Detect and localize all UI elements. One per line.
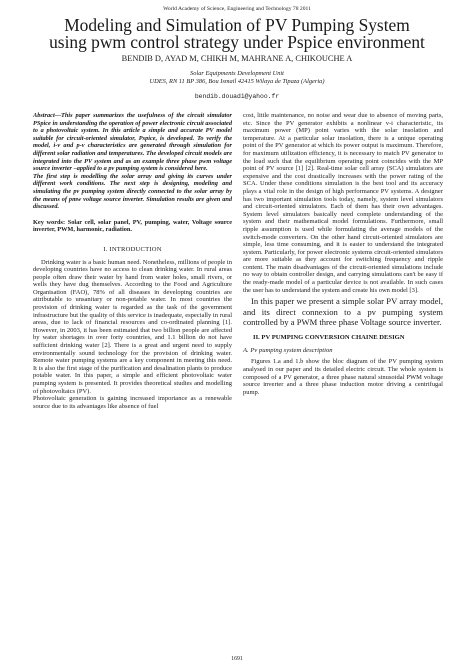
right-paragraph-3: Figures 1.a and 1.b show the bloc diagram of the PV pumping system analysed in our paper and its detailed electric circuit. The whole system is composed of a PV generator, a three phase natural sinusoidal PWM voltage source inverter and a three phase induction motor driving a centrifugal pump. (243, 358, 443, 396)
abstract-paragraph-1 (33, 112, 232, 173)
subsection-heading-a: A. Pv pumping system description (243, 346, 333, 354)
abstract-label: Abstract (33, 112, 55, 119)
author-list: BENDIB D, AYAD M, CHIKH M, MAHRANE A, CHIKOUCHE A (121, 54, 353, 63)
abstract-paragraph-2: The first step is modelling the solar array and giving its curves under different work conditions. The next step is designing, modeling and simulating the pv pumping system directly connected to the solar array by the means of pmw voltage source inverter. Simulation results are given and discussed. (33, 172, 232, 211)
keywords: Key words: Solar cell, solar panel, PV, pumping, water, Voltage source inverter, PWM, harmonic, radiation. (33, 218, 232, 234)
affiliation-line-1: Solar Equipments Development Unit (190, 70, 284, 77)
abstract (33, 112, 232, 211)
right-column (243, 112, 443, 396)
title-line-2: using pwm control strategy under Pspice environment (49, 32, 425, 52)
abstract-text: —This paper summarizes the usefulness of the circuit simulator PSpice in understanding the operation of power electronic circuit associated to a photovoltaic system. In this article a simple and accurate PV model suitable for circuit-oriented simulator, Pspice, is developed. To verify the model, i-v and p-v characteristics are generated through simulation for different solar radiation and temperatures. The developed circuit models are integrated into the PV system and as an example three phase pwm voltage source inverter –applied to a pv pumping system is considered here. (33, 112, 232, 173)
section-heading-pv-pumping: II. PV PUMPING CONVERSION CHAINE DESIGN (253, 334, 405, 342)
contact-email: bendib.douadi@yahoo.fr (194, 93, 280, 100)
affiliation (0, 70, 474, 86)
right-paragraph-2: In this paper we present a simple solar PV array model, and its direct connexion to a pv pumping system controlled by a PWM three phase Voltage source inverter. (243, 296, 443, 327)
affiliation-line-2: UDES, RN 11 BP 386, Bou Ismail 42415 Wilaya de Tipaza (Algeria) (149, 78, 325, 85)
page-number: 1691 (231, 656, 243, 662)
paper-title (0, 17, 474, 51)
intro-paragraph-1: Drinking water is a basic human need. Nonetheless, millions of people in developing countries have no access to clean drinking water. In rural areas people often draw their water by hand from water holes, small rivers, or wells they have dug themselves. According to the Food and Agriculture Organisation (FAO), 78% of all diseases in developing countries are attributable to unsanitary or non-potable water. In most countries the provision of drinking water is regarded as the task of the government infrastructure but the quality of this service is inadequate, especially in rural areas, due to lack of financial resources and co-ordinated planning [1]. However, in 2003, it has been estimated that two billion people are affected by water shortages in over forty countries, and 1.1 billion do not have sufficient drinking water [2]. There is a great and urgent need to supply environmentally sound technology for the provision of drinking water. Remote water pumping systems are a key component in meeting this need. It is also the first stage of the purification and desalination plants to produce potable water. In this paper, a simple and efficient photovoltaic water pumping system is presented. It provides theoretical studies and modelling of photovoltaics (PV). (33, 258, 232, 395)
left-column (33, 112, 232, 410)
journal-header: World Academy of Science, Engineering and Technology 78 2011 (163, 6, 311, 12)
title-line-1: Modeling and Simulation of PV Pumping System (64, 15, 410, 35)
right-paragraph-1: cost, little maintenance, no noise and wear due to absence of moving parts, etc. Since the PV generator exhibits a nonlinear v-i characteristic, its maximum power (MP) point varies with the solar insolation and temperature. At a particular solar insolation, there is a unique operating point of the PV generator at which its power output is maximum. Therefore, for maximum utilization efficiency, it is necessary to match PV generator to the load such that the equilibrium operating point coincides with the MP point of PV source [1] [2]. Real-time solar cell array (SCA) simulators are expensive and the cost drastically increases with the power rating of the SCA. Under these conditions simulation is the best tool and its accuracy plays a vital role in the design of high performance PV systems. A designer has two important simulation tools today, namely, system level simulators and circuit-oriented simulators. Each of them has their own advantages. System level simulators basically need complete understanding of the system and their mathematical model formulations. Furthermore, small ripple assumption is used while formulating the average models of the switch-mode converters. On the other hand circuit-oriented simulators are simple, less time consuming, and it is easier to understand the integrated system. Particularly, for power electronic systems circuit-oriented simulators are more suitable as they account for switching frequency and ripple content. The main disadvantages of the circuit-oriented simulations include no way to obtain controller design, and carrying simulations can't be easy if the ready-made model of a particular device is not available. In such cases the user has to understand the system and create his own model [3]. (243, 112, 443, 294)
intro-paragraph-2: Photovoltaic generation is gaining increased importance as a renewable source due to its advantages like absence of fuel (33, 395, 232, 410)
section-heading-introduction: I. INTRODUCTION (103, 245, 162, 253)
